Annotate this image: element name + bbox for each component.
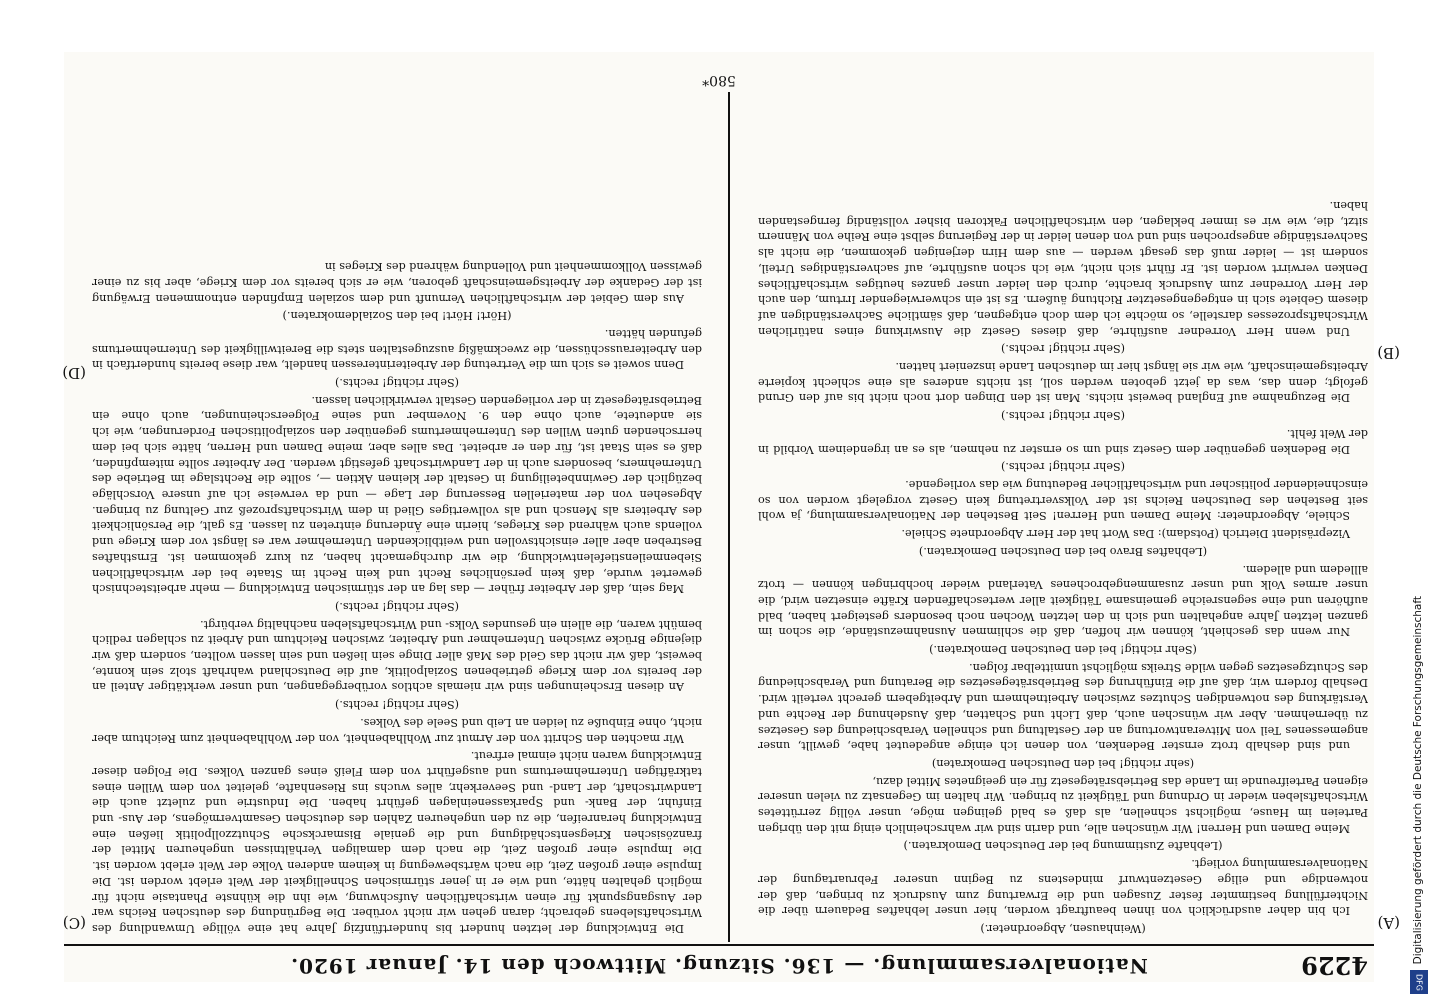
page-number: 4229 bbox=[1301, 951, 1368, 980]
paragraph: (sehr richtig! bei den Deutschen Demokraten) bbox=[931, 756, 1195, 770]
paragraph: (Weinhausen, Abgeordneter.) bbox=[980, 922, 1146, 935]
paragraph: Vizepräsident Dietrich (Potsdam): Das Wort hat der Herr Abgeordnete Schiele. bbox=[901, 527, 1350, 541]
paragraph: (Sehr richtig! rechts.) bbox=[334, 376, 460, 390]
left-column bbox=[758, 96, 1368, 936]
footer-signature: 580* bbox=[702, 72, 736, 88]
paragraph: (Lebhaftes Bravo bei den Deutschen Demokraten.) bbox=[918, 544, 1208, 558]
margin-letter-a: (A) bbox=[1377, 914, 1400, 932]
paragraph: An diesen Erscheinungen sind wir niemals achtlos vorübergegangen, und unser werktätiger Anteil an der bereits vor dem Kriege getriebenen Sozialpolitik, auf die Deutschland wahrhaft stolz sein konnte, beweist, daß wir nicht das Geld des Maß aller Dinge sein ließen und sein lassen wollten, sondern daß wir diejenige Brücke zwischen Unternehmer und Arbeiter, zwischen Reichtum und Arbeit zu schlagen redlich bemüht waren, die allein ein gesundes Volks- und Wirtschaftsleben nachhaltig verbürgt. bbox=[92, 617, 702, 694]
paragraph: (Sehr richtig! rechts.) bbox=[334, 599, 460, 613]
paragraph: Wir machten den Schritt von der Armut zur Wohlhabenheit, von der Wohlhabenheit zum Reichtum aber nicht, ohne Einbuße zu leiden an Leib und Seele des Volkes. bbox=[92, 715, 702, 745]
paragraph: (Sehr richtig! bei den Deutschen Demokraten.) bbox=[929, 643, 1197, 657]
paragraph: (Sehr richtig! rechts.) bbox=[1000, 460, 1126, 474]
paragraph: (Lebhafte Zustimmung bei der Deutschen Demokraten.) bbox=[903, 839, 1223, 853]
paragraph: (Sehr richtig! rechts.) bbox=[1000, 342, 1126, 356]
paragraph: Die Bezugnahme auf England beweist nichts. Man ist den Dingen dort noch nicht bis auf den Grund gefolgt; denn das, was da jetzt geboten werden soll, ist nichts anderes als eine schlecht kopierte Arbeitsgemeinschaft, wie wir sie längst hier im deutschen Lande inszeniert hatten. bbox=[758, 360, 1368, 405]
page-title: Nationalversammlung. — 136. Sitzung. Mittwoch den 14. Januar 1920. bbox=[290, 954, 1148, 978]
paragraph: Meine Damen und Herren! Wir wünschen alle, und darin sind wir wahrscheinlich einig mit den übrigen Parteien im Hause, möglichst schnellen, als daß es bald gelingen möge, unser völlig zerrüttetes Wirtschaftsleben wieder in Ordnung und Tätigkeit zu bringen. Wir halten im Gegensatz zu vielen unserer eigenen Parteifreunde im Lande das Betriebsrätegesetz für ein geeignetes Mittel dazu, bbox=[758, 774, 1368, 835]
right-column bbox=[92, 96, 702, 936]
side-strip bbox=[1408, 595, 1432, 1000]
paragraph: Schiele, Abgeordneter: Meine Damen und Herren! Seit Bestehen der Nationalversammlung, ja wohl seit Bestehen des Deutschen Reichs ist der Volksvertretung kein Gesetz vorgelegt worden von so einschneidender politischer und wirtschaftlicher Bedeutung wie das vorliegende. bbox=[758, 478, 1368, 523]
paragraph: Und wenn Herr Vorredner ausführte, daß dieses Gesetz die Auswirkung eines natürlichen Wirtschaftsprozesses darstelle, so möchte ich dem doch entgegnen, daß sämtliche Sachverständigen auf diesem Gebiete sich in entgegengesetzter Richtung äußern. Es ist ein schwerwiegender Irrtum, den auch der Herr Vorredner zum Ausdruck brachte, durch den leider unser ganzes heutiges wirtschaftliches Denken verwirrt worden ist. Er führt sich nicht, wie ich schon ausführte, auf sachverständiges Urteil, sondern ist — leider muß das gesagt werden — aus dem Hirn derjenigen gekommen, die nicht als Sachverständige angesprochen sind und von denen leider in der Regierung selbst eine Reihe von Männern sitzt, die, wie wir es immer beklagen, den wirtschaftlichen Faktoren bisher vollständig ferngestanden haben. bbox=[758, 199, 1368, 338]
paragraph: Nur wenn das geschieht, können wir hoffen, daß die schlimmen Ausnahmezustände, die schon im ganzen letzten Jahre angehalten und sich in den letzten Wochen noch besonders gesteigert haben, bald aufhören und eine segensreiche gemeinsame Tätigkeit aller werteschaffenden Kräfte einsetzen wird, die unser armes Volk und unser zusammengebrochenes Vaterland wieder hochbringen können — trotz allledem und alledem. bbox=[758, 562, 1368, 639]
paragraph: (Hört! Hört! bei den Sozialdemokraten.) bbox=[282, 309, 512, 323]
margin-letter-c: (C) bbox=[62, 914, 86, 932]
paragraph: Denn soweit es sich um die Vertretung der Arbeiterinteressen handelt, war diese bereits hundertfach in den Arbeiterausschüssen, die zweckmäßig auszugestalten stets die Bereitwilligkeit des Unternehmertums gefunden hätten. bbox=[92, 326, 702, 372]
paragraph: Mag sein, daß der Arbeiter früher — das lag an der stürmischen Entwicklung — mehr arbeitstechnisch gewertet wurde, daß kein persönliches Recht und kein Recht im Staate bei der wirtschaftlichen Siebenmeilenstiefelentwicklung, die wir durchgemacht haben, zu kurz gekommen ist. Ernsthaftes Bestreben aber aller einsichtsvollen und weitblickenden Unternehmer war es längst vor dem Kriege und vollends auch während des Krieges, hierin eine Änderung eintreten zu lassen. Es galt, die Persönlichkeit des Arbeiters als Mensch und als vollwertiges Glied in dem Wirtschaftsprozeß zur Geltung zu bringen. Abgesehen von der materiellen Besserung der Lage — und da verweise ich auf unsere Vorschläge bezüglich der Gewinnbeteiligung in Gestalt der kleinen Aktien —, sollte die Rechtslage im Betriebe des Unternehmers, besonders auch in der Landwirtschaft gefestigt werden. Der Arbeiter sollte mitempfinden, daß es sein Staat ist, für den er arbeitet. Das alles aber, meine Damen und Herren, hätte sich bei dem herrschenden guten Willen des Unternehmertums gegenüber den sozialpolitischen Forderungen, wie ich sie andeutete, auch ohne den 9. November und seine Folgeerscheinungen, auch ohne ein Betriebsrätegesetz in der vorliegenden Gestalt verwirklichen lassen. bbox=[92, 393, 702, 596]
column-divider bbox=[729, 92, 731, 942]
paragraph: und sind deshalb trotz ernster Bedenken, von denen ich einige angedeutet habe, gewillt, unser angemessenes Teil von Mitverantwortung an der Gestaltung und schnellen Verabschiedung des Gesetzes zu übernehmen. Aber wir wünschen auch, daß Licht und Schatten, daß Ausdehnung der Rechte und Verstärkung des notwendigen Schutzes zwischen Arbeitnehmern und Arbeitgebern gerecht verteilt wird. Deshalb fordern wir, daß auf die Einführung des Betriebsrätegesetzes die Beratung und Verabschiedung des Schutzgesetzes gegen wilde Streiks möglichst unmittelbar folgen. bbox=[758, 660, 1368, 753]
paragraph: Aus dem Gebiet der wirtschaftlichen Vernunft und dem sozialen Empfinden entnommenen Erwägung ist der Gedanke der Arbeitsgemeinschaft geboren, wie er sich bereits vor dem Kriege, aber bis zu einer gewissen Vollkommenheit und Vollendung während des Krieges in bbox=[92, 260, 702, 305]
funding-notice: Digitalisierung gefördert durch die Deutsche Forschungsgemeinschaft bbox=[1412, 595, 1424, 964]
margin-letter-b: (B) bbox=[1377, 344, 1400, 362]
paragraph: (Sehr richtig! rechts.) bbox=[334, 698, 460, 712]
dfg-logo: DFG bbox=[1410, 970, 1428, 994]
paragraph: Die Entwicklung der letzten hundert bis hundertfünfzig Jahre hat eine völlige Umwandlung des Wirtschaftslebens gebracht; daran gehen wir nicht vorüber. Die Begründung des deutschen Reichs war der Ausgangspunkt für einen wirtschaftlichen Aufschwung, wie ihn die kühnste Phantasie nicht für möglich gehalten hätte, und wie er in jener stürmischen Schnelligkeit der Welt erlebt worden ist. Die Impulse einer großen Zeit, die nach wärtsbewegung in keinem anderen Volke der Welt erlebt worden ist. Die Impulse einer großen Zeit, die nach dem damaligen Verhältnissen ungeheuren Mittel der französischen Kriegsentschädigung und die geniale Bismarcksche Schutzzollpolitik ließen eine Entwicklung heranreifen, die zu den ungeheuren Zahlen des deutschen Gesamtvermögens, der Aus- und Einfuhr, der Bank- und Sparkasseneinlagen geführt haben. Die Industrie und zuletzt auch die Landwirtschaft, der Land- und Seeverkehr, alles wuchs ins Riesenhafte, geleitet von dem Willen eines tatkräftigen Unternehmertums und ausgeführt von dem Fleiß eines ganzen Volkes. Die Folgen dieser Entwicklung waren nicht einmal erfreut. bbox=[92, 749, 702, 935]
page-header bbox=[64, 944, 1374, 982]
margin-letter-d: (D) bbox=[62, 364, 86, 382]
newspaper-page bbox=[62, 52, 1400, 982]
paragraph: Die Bedenken gegenüber dem Gesetz sind um so ernster zu nehmen, als es an irgendeinem Vorbild in der Welt fehlt. bbox=[758, 426, 1368, 456]
paragraph: (Sehr richtig! rechts.) bbox=[1000, 409, 1126, 423]
paragraph: Ich bin daher ausdrücklich von ihnen beauftragt worden, hier unser lebhaftes Bedauern über die Nichterfüllung bestimmter fester Zusagen und die Erwartung zum Ausdruck zu bringen, daß der notwendige und eilige Gesetzentwurf mindestens zu Beginn unserer Februartagung der Nationalversammlung vorliegt. bbox=[758, 857, 1368, 918]
